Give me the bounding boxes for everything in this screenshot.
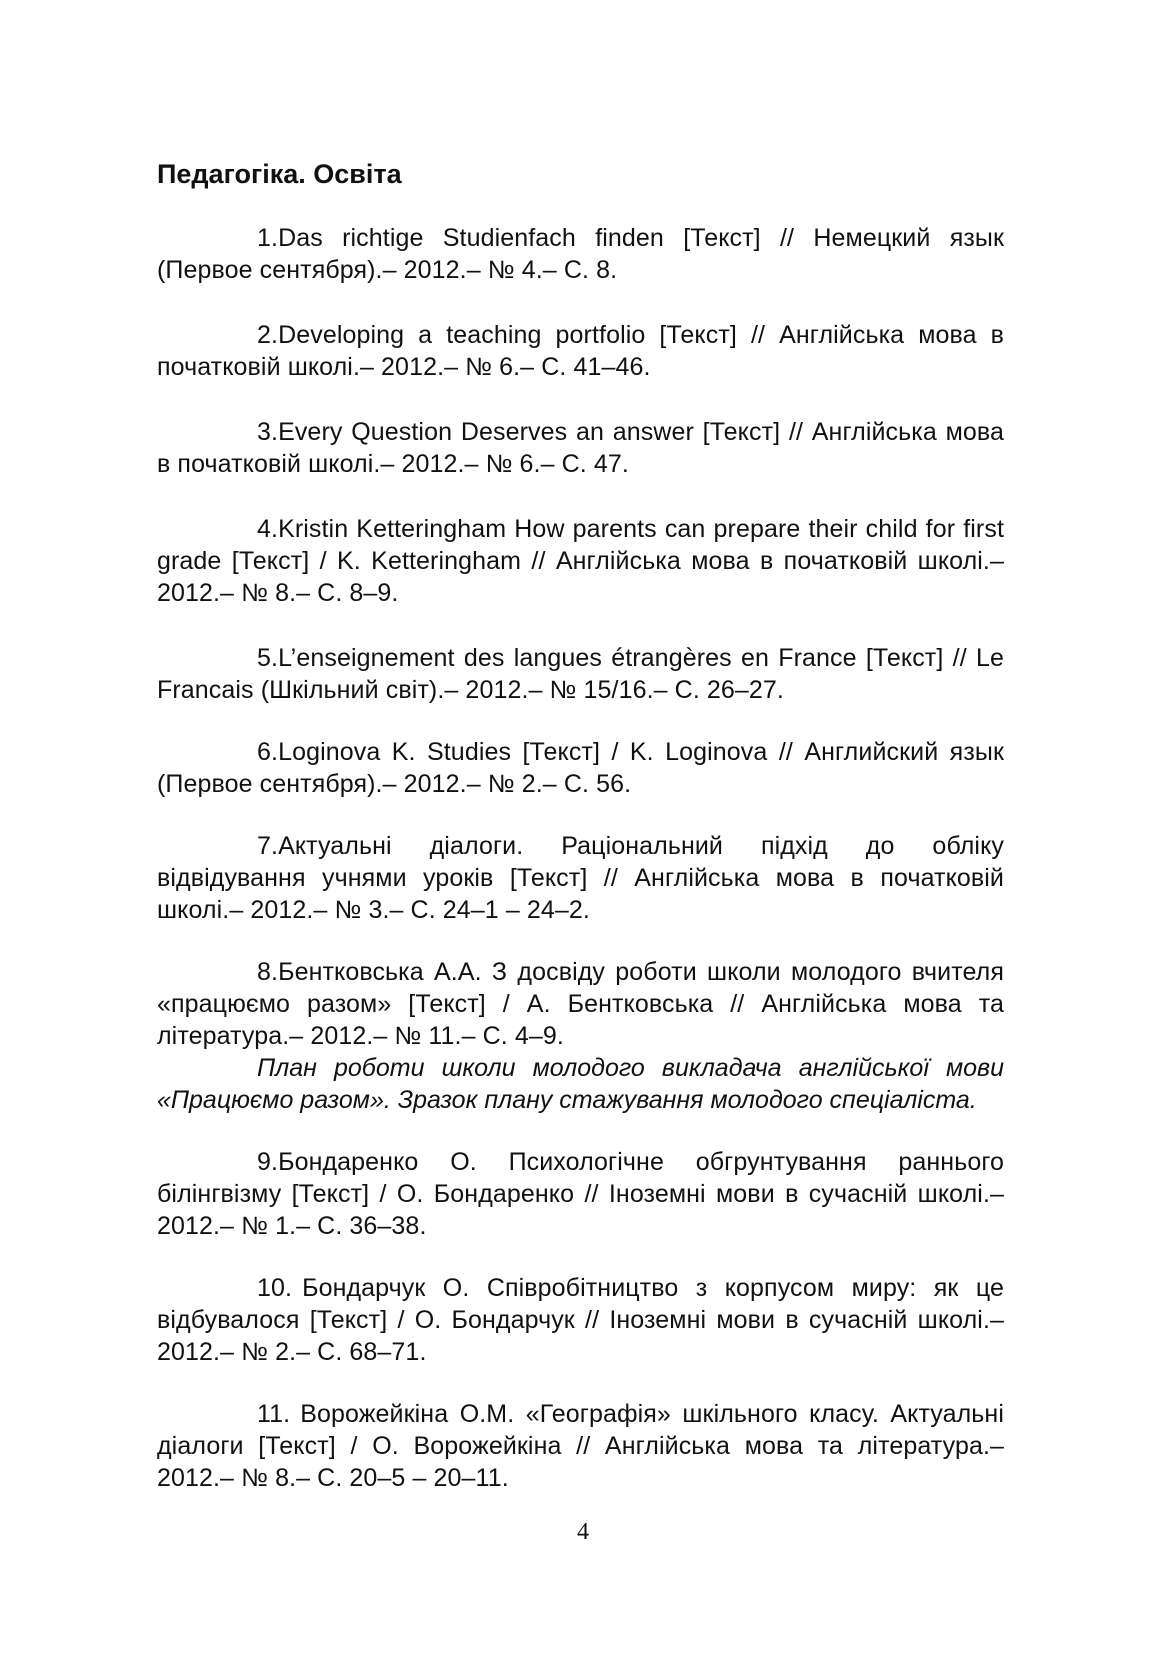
bibliography-entry-2 — [157, 319, 1004, 383]
spacer — [157, 706, 1004, 736]
entry-text: Бентковська А.А. З досвіду роботи школи молодого вчителя «працюємо разом» [Текст] / А. Бентковська // Англійська мова та література.– 2012.– № 11.– С. 4–9. — [157, 958, 1004, 1050]
entry-text: L’enseignement des langues étrangères en France [Текст] // Le Francais (Шкільний світ).– 2012.– № 15/16.– С. 26–27. — [157, 644, 1004, 704]
entry-text: Ворожейкіна О.М. «Географія» шкільного класу. Актуальні діалоги [Текст] / О. Ворожейкіна // Англійська мова та література.– 2012.– № 8.– С. 20–5 – 20–11. — [157, 1400, 1004, 1492]
entry-number: 1. — [257, 224, 279, 252]
bibliography-entry-5 — [157, 642, 1004, 706]
bibliography-entry-10 — [157, 1272, 1004, 1368]
spacer — [157, 1116, 1004, 1146]
entry-number: 3. — [257, 418, 279, 446]
spacer — [157, 609, 1004, 642]
entry-annotation: План роботи школи молодого викладача англійської мови «Працюємо разом». Зразок плану стажування молодого спеціаліста. — [157, 1054, 1004, 1114]
page-number: 4 — [577, 1519, 589, 1545]
spacer — [157, 383, 1004, 416]
bibliography-entry-1 — [157, 222, 1004, 286]
entry-number: 5. — [257, 644, 279, 672]
bibliography-entry-4 — [157, 513, 1004, 609]
entry-text: Бондаренко О. Психологічне обгрунтування раннього білінгвізму [Текст] / О. Бондаренко // Іноземні мови в сучасній школі.– 2012.– № 1.– С. 36–38. — [157, 1148, 1004, 1240]
entry-number: 11. — [257, 1400, 291, 1428]
entry-number: 10. — [257, 1274, 293, 1302]
spacer — [157, 286, 1004, 319]
entry-number: 4. — [257, 515, 279, 543]
entry-text: Developing a teaching portfolio [Текст] // Англійська мова в початковій школі.– 2012.– № 6.– С. 41–46. — [157, 321, 1004, 381]
spacer — [157, 926, 1004, 956]
bibliography-entry-8 — [157, 956, 1004, 1052]
entry-number: 8. — [257, 958, 279, 986]
entry-number: 6. — [257, 738, 279, 766]
spacer — [157, 1368, 1004, 1398]
entry-text: Loginova K. Studies [Текст] / K. Loginova // Английский язык (Первое сентября).– 2012.– № 2.– С. 56. — [157, 738, 1004, 798]
bibliography-entry-11 — [157, 1398, 1004, 1494]
entry-number: 7. — [257, 832, 279, 860]
entry-text: Актуальні діалоги. Раціональний підхід до обліку відвідування учнями уроків [Текст] // Англійська мова в початковій школі.– 2012.– № 3.– С. 24–1 – 24–2. — [157, 832, 1004, 924]
spacer — [157, 1242, 1004, 1272]
spacer — [157, 480, 1004, 513]
spacer — [157, 800, 1004, 830]
bibliography-entry-3 — [157, 416, 1004, 480]
entry-text: Kristin Ketteringham How parents can prepare their child for first grade [Текст] / K. Ketteringham // Англійська мова в початковій школі.– 2012.– № 8.– С. 8–9. — [157, 515, 1004, 607]
bibliography-entry-6 — [157, 736, 1004, 800]
bibliography-list — [157, 222, 1004, 1494]
entry-number: 9. — [257, 1148, 279, 1176]
section-heading: Педагогіка. Освіта — [157, 159, 402, 189]
entry-number: 2. — [257, 321, 279, 349]
bibliography-entry-9 — [157, 1146, 1004, 1242]
entry-text: Бондарчук О. Співробітництво з корпусом миру: як це відбувалося [Текст] / О. Бондарчук // Іноземні мови в сучасній школі.– 2012.– № 2.– С. 68–71. — [157, 1274, 1004, 1366]
entry-text: Every Question Deserves an answer [Текст] // Англійська мова в початковій школі.– 2012.– № 6.– С. 47. — [157, 418, 1004, 478]
bibliography-entry-7 — [157, 830, 1004, 926]
entry-text: Das richtige Studienfach finden [Текст] // Немецкий язык (Первое сентября).– 2012.– № 4.– С. 8. — [157, 224, 1004, 284]
